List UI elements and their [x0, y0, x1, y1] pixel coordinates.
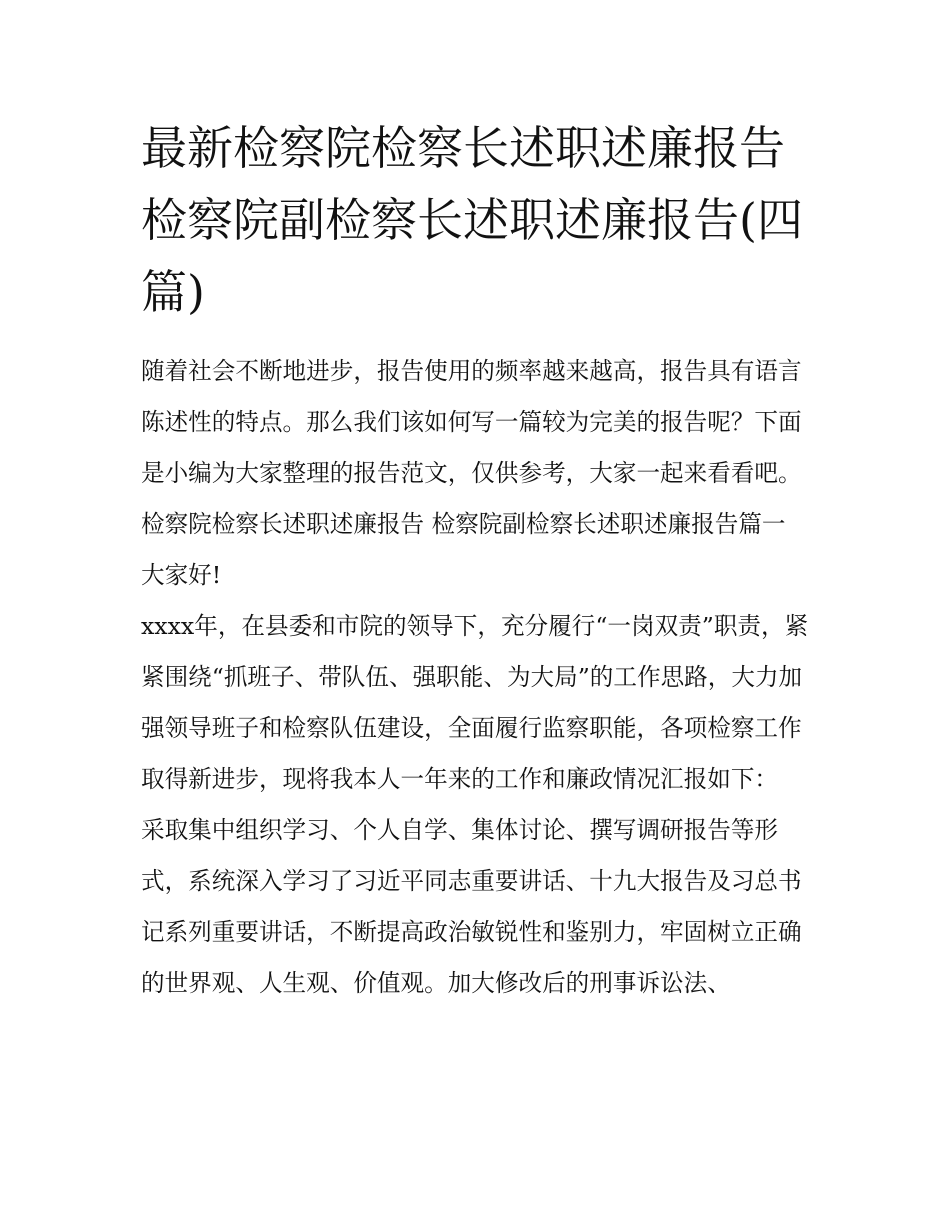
document-title: 最新检察院检察长述职述廉报告 检察院副检察长述职述廉报告(四篇) — [141, 121, 803, 319]
document-body — [141, 112, 813, 1009]
paragraph-work-summary: xxxx年，在县委和市院的领导下，充分履行“一岗双责”职责，紧紧围绕“抓班子、带队伍、强职能、为大局”的工作思路，大力加强领导班子和检察队伍建设，全面履行监察职能，各项检察工作取得新进步，现将我本人一年来的工作和廉政情况汇报如下： — [141, 612, 809, 793]
paragraph-section-heading: 检察院检察长述职述廉报告 检察院副检察长述职述廉报告篇一 大家好! — [141, 510, 786, 589]
paragraph-intro: 随着社会不断地进步，报告使用的频率越来越高，报告具有语言陈述性的特点。那么我们该如何写一篇较为完美的报告呢？下面是小编为大家整理的报告范文，仅供参考，大家一起来看看吧。 — [141, 357, 802, 487]
paragraph-study: 采取集中组织学习、个人自学、集体讨论、撰写调研报告等形式，系统深入学习了习近平同志重要讲话、十九大报告及习总书记系列重要讲话，不断提高政治敏锐性和鉴别力，牢固树立正确的世界观、人生观、价值观。加大修改后的刑事诉讼法、 — [141, 816, 802, 997]
